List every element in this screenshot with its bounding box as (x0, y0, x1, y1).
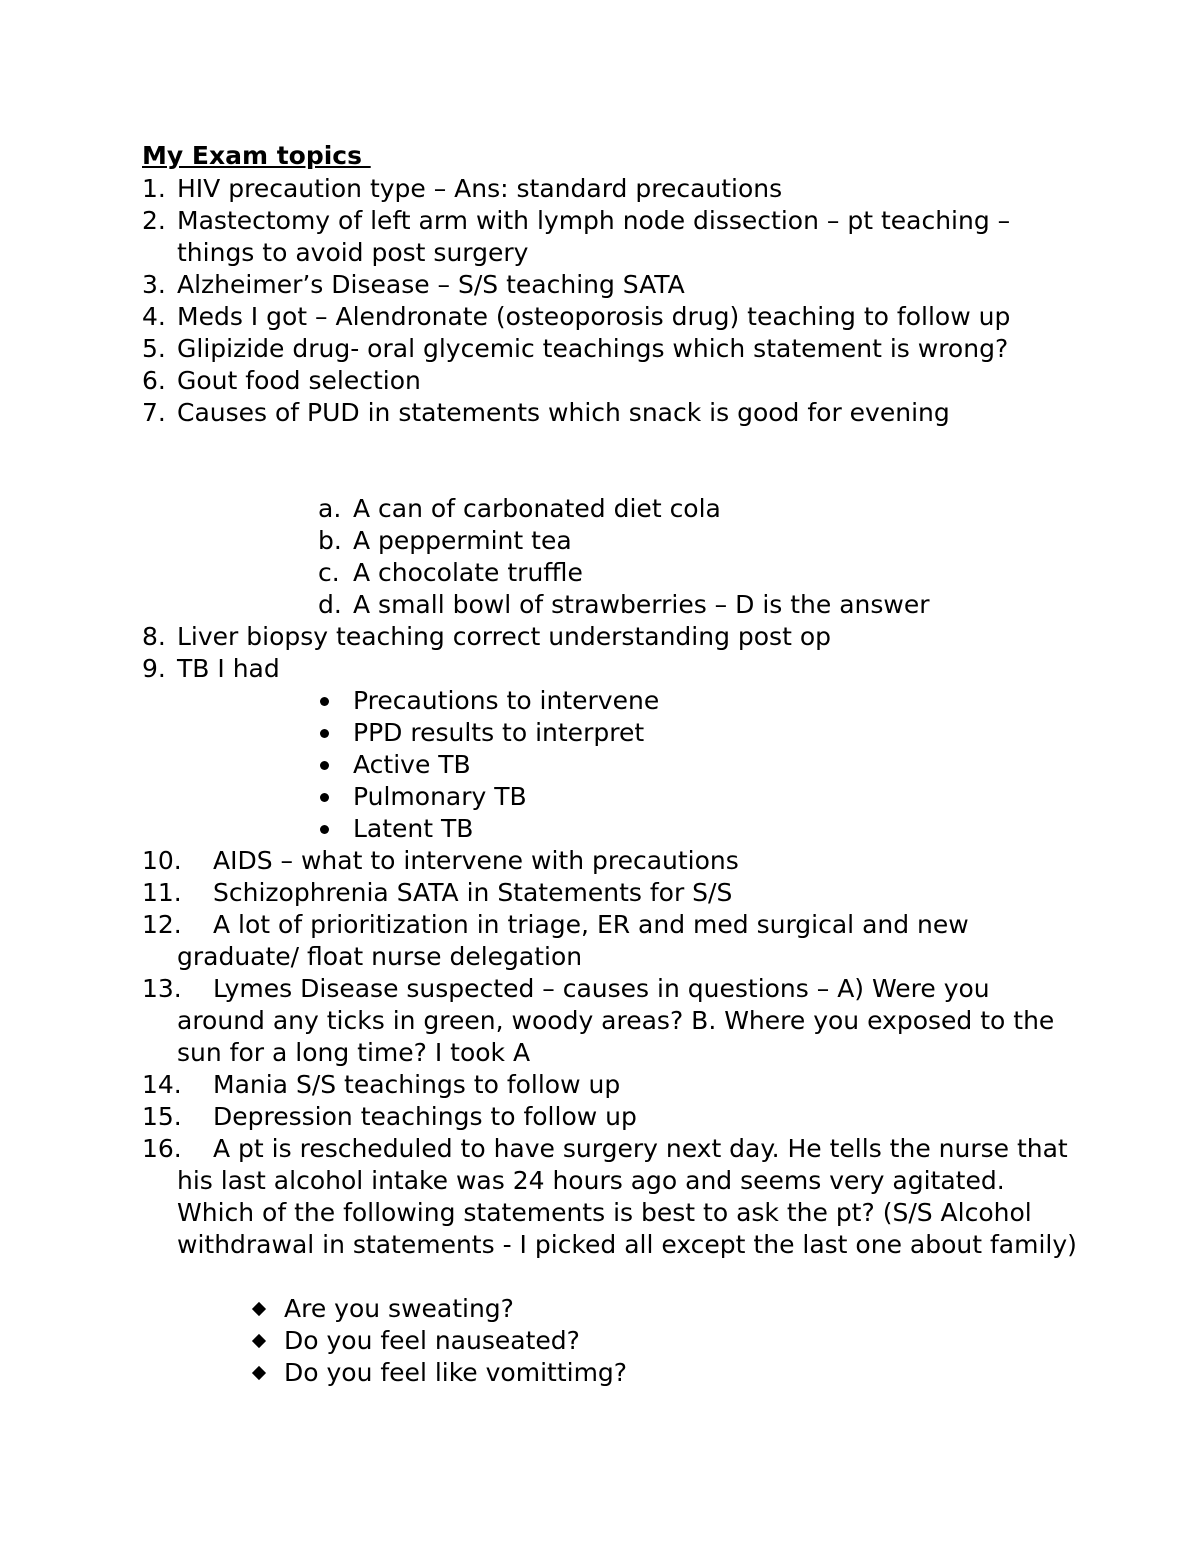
item-number: 12. (142, 910, 182, 939)
alcohol-question (212, 1325, 1082, 1357)
item-number: 16. (142, 1134, 182, 1163)
list-item (142, 877, 1082, 909)
tb-points-list (142, 685, 1082, 845)
item-number: 11. (142, 878, 182, 907)
item-text: Mastectomy of left arm with lymph node dissection – pt teaching –things to avoid post surgery (177, 206, 1011, 267)
tb-point-text: Active TB (353, 750, 471, 779)
item-number: 2. (142, 206, 166, 235)
list-item (142, 205, 1082, 269)
exam-topics-list (142, 173, 1082, 429)
option-letter: d. (318, 590, 342, 619)
list-item (142, 269, 1082, 301)
item-number: 4. (142, 302, 166, 331)
list-item (142, 653, 1082, 685)
tb-point (318, 749, 1082, 781)
diamond-bullet-icon (252, 1334, 266, 1348)
item-number: 15. (142, 1102, 182, 1131)
diamond-bullet-icon (252, 1366, 266, 1380)
item-text: Mania S/S teachings to follow up (213, 1070, 621, 1099)
exam-topics-list-continued (142, 621, 1082, 685)
item-text: Alzheimer’s Disease – S/S teaching SATA (177, 270, 685, 299)
item-text: Liver biopsy teaching correct understanding post op (177, 622, 831, 651)
option-text: A can of carbonated diet cola (353, 494, 721, 523)
item-number: 13. (142, 974, 182, 1003)
pud-options-list (142, 493, 1082, 621)
item-text: Lymes Disease suspected – causes in questions – A) Were you around any ticks in green, woody areas? B. Where you exposed to the sun for a long time? I took A (177, 974, 1055, 1067)
list-item (142, 333, 1082, 365)
list-item (142, 173, 1082, 205)
bullet-icon (320, 761, 329, 770)
bullet-icon (320, 729, 329, 738)
list-item (142, 365, 1082, 397)
bullet-icon (320, 697, 329, 706)
list-item (142, 1133, 1082, 1261)
list-item (142, 973, 1082, 1069)
list-item (142, 397, 1082, 429)
tb-point (318, 717, 1082, 749)
item-text: Meds I got – Alendronate (osteoporosis drug) teaching to follow up (177, 302, 1011, 331)
tb-point-text: Precautions to intervene (353, 686, 660, 715)
list-item (142, 845, 1082, 877)
option-text: A chocolate truffle (353, 558, 583, 587)
exam-topics-list-continued-2 (142, 845, 1082, 1261)
item-text: Depression teachings to follow up (213, 1102, 637, 1131)
alcohol-questions-list (142, 1293, 1082, 1389)
list-item (142, 909, 1082, 973)
item-number: 1. (142, 174, 166, 203)
item-text: A pt is rescheduled to have surgery next day. He tells the nurse that his last alcohol intake was 24 hours ago and seems very agitated. Which of the following statements is best to ask the pt? (S/S Alcohol withdrawal in statements - I picked all except the last one about family) (177, 1134, 1077, 1259)
item-number: 5. (142, 334, 166, 363)
item-text: Causes of PUD in statements which snack is good for evening (177, 398, 950, 427)
question-text: Do you feel nauseated? (284, 1326, 580, 1355)
tb-point-text: Latent TB (353, 814, 474, 843)
list-item (142, 1069, 1082, 1101)
option-letter: b. (318, 526, 342, 555)
pud-option (318, 557, 1082, 589)
item-number: 3. (142, 270, 166, 299)
item-text: Glipizide drug- oral glycemic teachings which statement is wrong? (177, 334, 1009, 363)
tb-point (318, 813, 1082, 845)
alcohol-question (212, 1293, 1082, 1325)
pud-option (318, 525, 1082, 557)
tb-point (318, 685, 1082, 717)
list-item (142, 621, 1082, 653)
option-letter: a. (318, 494, 342, 523)
item-number: 9. (142, 654, 166, 683)
question-text: Do you feel like vomittimg? (284, 1358, 628, 1387)
item-text: Schizophrenia SATA in Statements for S/S (213, 878, 733, 907)
question-text: Are you sweating? (284, 1294, 514, 1323)
diamond-bullet-icon (252, 1302, 266, 1316)
item-number: 10. (142, 846, 182, 875)
item-number: 8. (142, 622, 166, 651)
tb-point-text: PPD results to interpret (353, 718, 645, 747)
option-letter: c. (318, 558, 340, 587)
pud-option (318, 589, 1082, 621)
bullet-icon (320, 825, 329, 834)
item-number: 6. (142, 366, 166, 395)
alcohol-question (212, 1357, 1082, 1389)
list-item (142, 301, 1082, 333)
document-title: My Exam topics (142, 141, 371, 170)
item-text: Gout food selection (177, 366, 421, 395)
list-item (142, 1101, 1082, 1133)
option-text: A peppermint tea (353, 526, 572, 555)
item-text: TB I had (177, 654, 280, 683)
tb-point-text: Pulmonary TB (353, 782, 527, 811)
option-text: A small bowl of strawberries – D is the answer (353, 590, 930, 619)
item-text: HIV precaution type – Ans: standard precautions (177, 174, 783, 203)
bullet-icon (320, 793, 329, 802)
item-text: AIDS – what to intervene with precautions (213, 846, 739, 875)
pud-option (318, 493, 1082, 525)
item-number: 7. (142, 398, 166, 427)
item-number: 14. (142, 1070, 182, 1099)
item-text: A lot of prioritization in triage, ER and med surgical and new graduate/ float nurse delegation (177, 910, 969, 971)
tb-point (318, 781, 1082, 813)
